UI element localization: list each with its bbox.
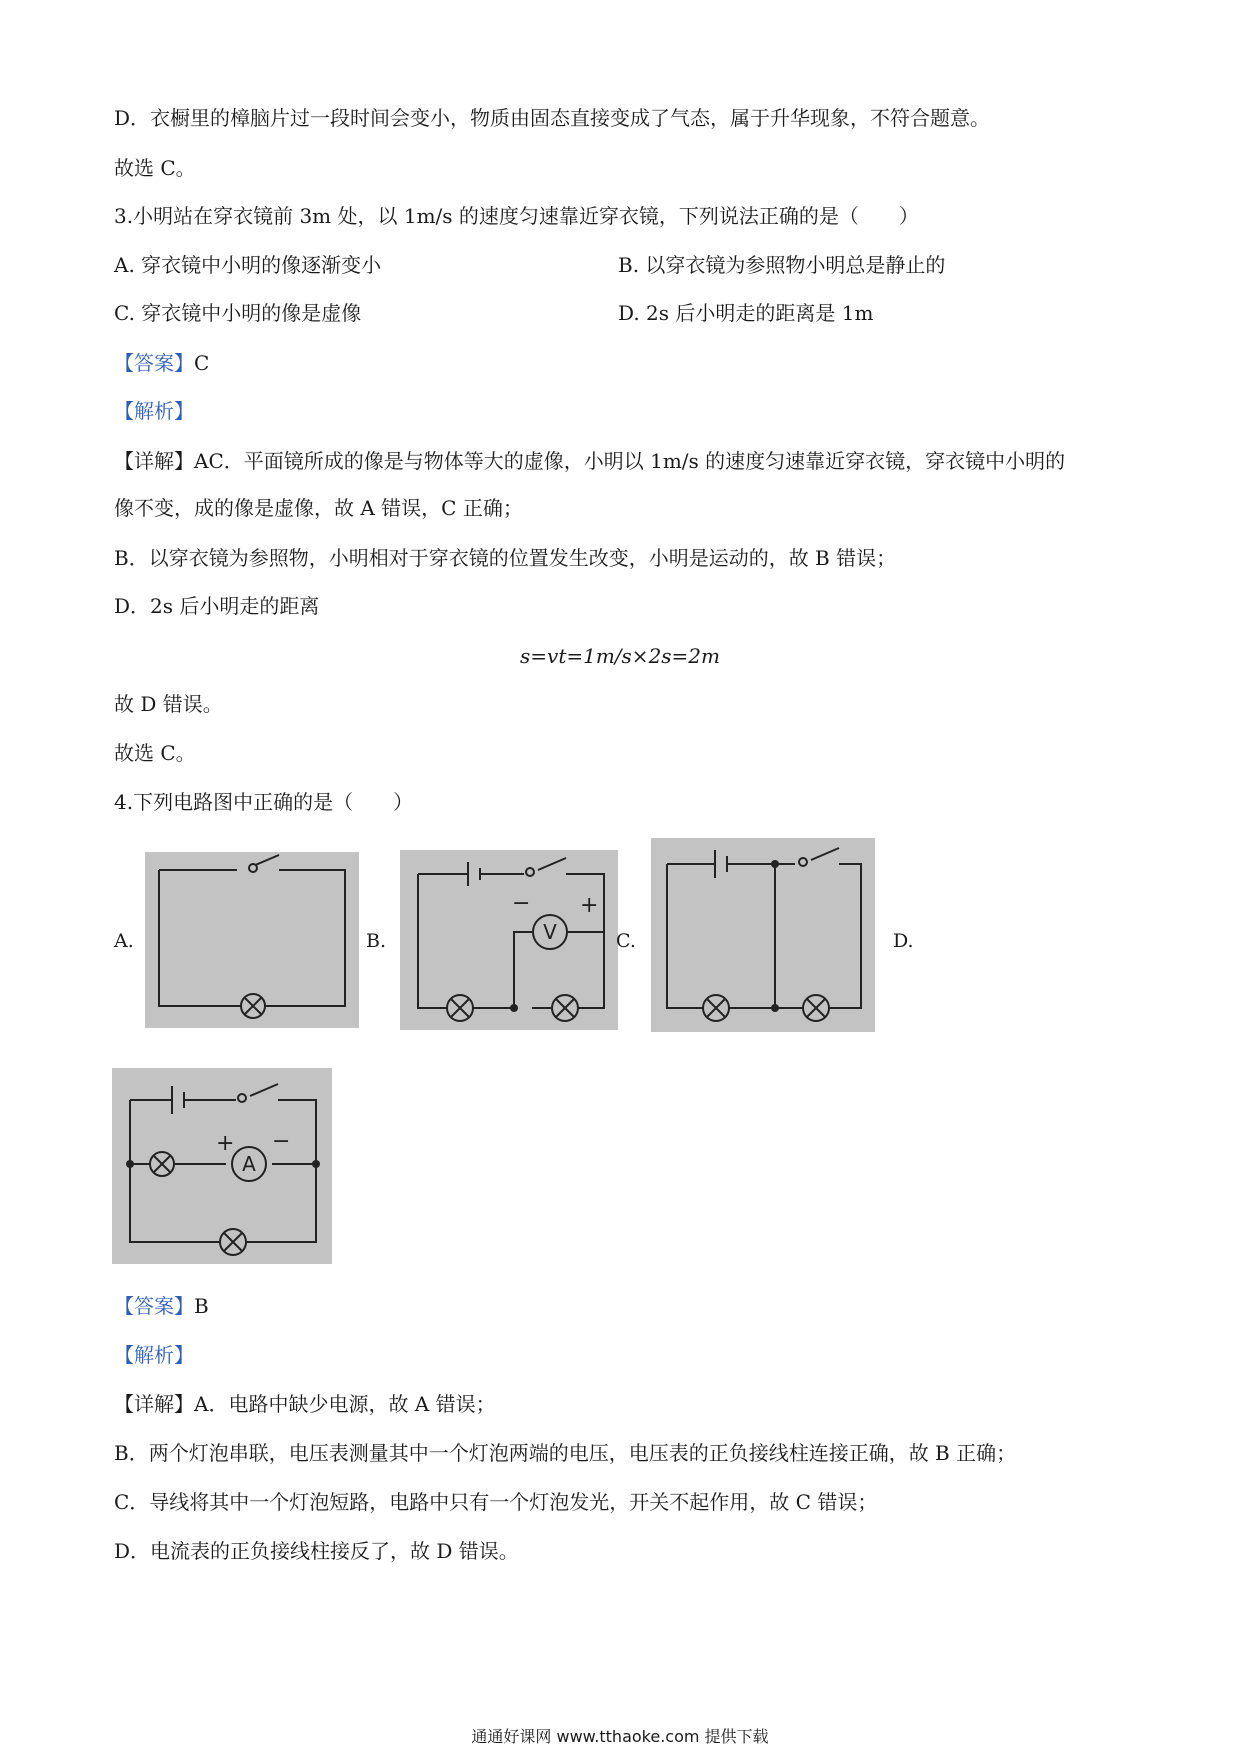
q4-detail-b: B．两个灯泡串联，电压表测量其中一个灯泡两端的电压，电压表的正负接线柱连接正确，故 B 正确； <box>114 1441 1017 1465</box>
detail-text: AC．平面镜所成的像是与物体等大的虚像，小明以 1m/s 的速度匀速靠近穿衣镜，穿衣镜中小明的 <box>194 449 1066 473</box>
q4-detail-c: C．导线将其中一个灯泡短路，电路中只有一个灯泡发光，开关不起作用，故 C 错误； <box>114 1490 878 1514</box>
question-3-stem: 3.小明站在穿衣镜前 3m 处，以 1m/s 的速度匀速靠近穿衣镜，下列说法正确的是（ ） <box>114 204 919 228</box>
q3-detail-ac-2: 像不变，成的像是虚像，故 A 错误，C 正确； <box>114 496 523 520</box>
circuit-b-label: B. <box>366 930 387 952</box>
circuit-c-figure <box>651 838 875 1032</box>
analysis-tag: 【解析】 <box>114 1343 194 1367</box>
q3-detail-d-end: 故 D 错误。 <box>114 692 223 716</box>
circuit-b-figure <box>400 850 618 1030</box>
ammeter-plus-sign: + <box>216 1131 235 1156</box>
circuit-d-label: D. <box>893 930 914 952</box>
circuit-a-label: A. <box>114 930 134 952</box>
q3-answer <box>114 349 209 377</box>
q3-option-b: B. 以穿衣镜为参照物小明总是静止的 <box>618 253 946 277</box>
answer-tag: 【答案】 <box>114 1294 194 1318</box>
ammeter-minus-sign: − <box>272 1129 291 1154</box>
answer-value: B <box>194 1294 209 1318</box>
conclusion-line: 故选 C。 <box>114 156 196 180</box>
detail-tag: 【详解】 <box>114 449 194 473</box>
q3-option-a: A. 穿衣镜中小明的像逐渐变小 <box>114 253 382 277</box>
text-line-d-sublimation: D．衣橱里的樟脑片过一段时间会变小，物质由固态直接变成了气态，属于升华现象，不符合题意。 <box>114 106 991 130</box>
answer-tag: 【答案】 <box>114 351 194 375</box>
q3-analysis-tag <box>114 397 194 425</box>
q4-analysis-tag <box>114 1341 194 1369</box>
q3-formula: s=vt=1m/s×2s=2m <box>520 644 720 668</box>
page-footer: 通通好课网 www.tthaoke.com 提供下载 <box>471 1727 769 1746</box>
q3-detail-b: B．以穿衣镜为参照物，小明相对于穿衣镜的位置发生改变，小明是运动的，故 B 错误； <box>114 546 897 570</box>
q3-option-d: D. 2s 后小明走的距离是 1m <box>618 301 874 325</box>
q3-conclusion: 故选 C。 <box>114 741 196 765</box>
voltmeter-plus-sign: + <box>580 893 599 918</box>
q4-detail-d: D．电流表的正负接线柱接反了，故 D 错误。 <box>114 1539 519 1563</box>
q3-detail-d: D．2s 后小明走的距离 <box>114 594 320 618</box>
q3-option-c: C. 穿衣镜中小明的像是虚像 <box>114 301 362 325</box>
detail-text: A．电路中缺少电源，故 A 错误； <box>194 1392 496 1416</box>
circuit-a-figure <box>145 852 359 1028</box>
voltmeter-symbol: V <box>543 920 557 944</box>
circuit-c-label: C. <box>616 930 636 952</box>
voltmeter-minus-sign: − <box>512 891 531 916</box>
circuit-d-figure <box>112 1068 332 1264</box>
answer-value: C <box>194 351 210 375</box>
ammeter-symbol: A <box>242 1152 256 1176</box>
q4-answer <box>114 1292 209 1320</box>
question-4-stem: 4.下列电路图中正确的是（ ） <box>114 790 414 814</box>
detail-tag: 【详解】 <box>114 1392 194 1416</box>
analysis-tag: 【解析】 <box>114 399 194 423</box>
q3-detail-ac-1 <box>114 447 1065 475</box>
q4-detail-a <box>114 1390 496 1418</box>
